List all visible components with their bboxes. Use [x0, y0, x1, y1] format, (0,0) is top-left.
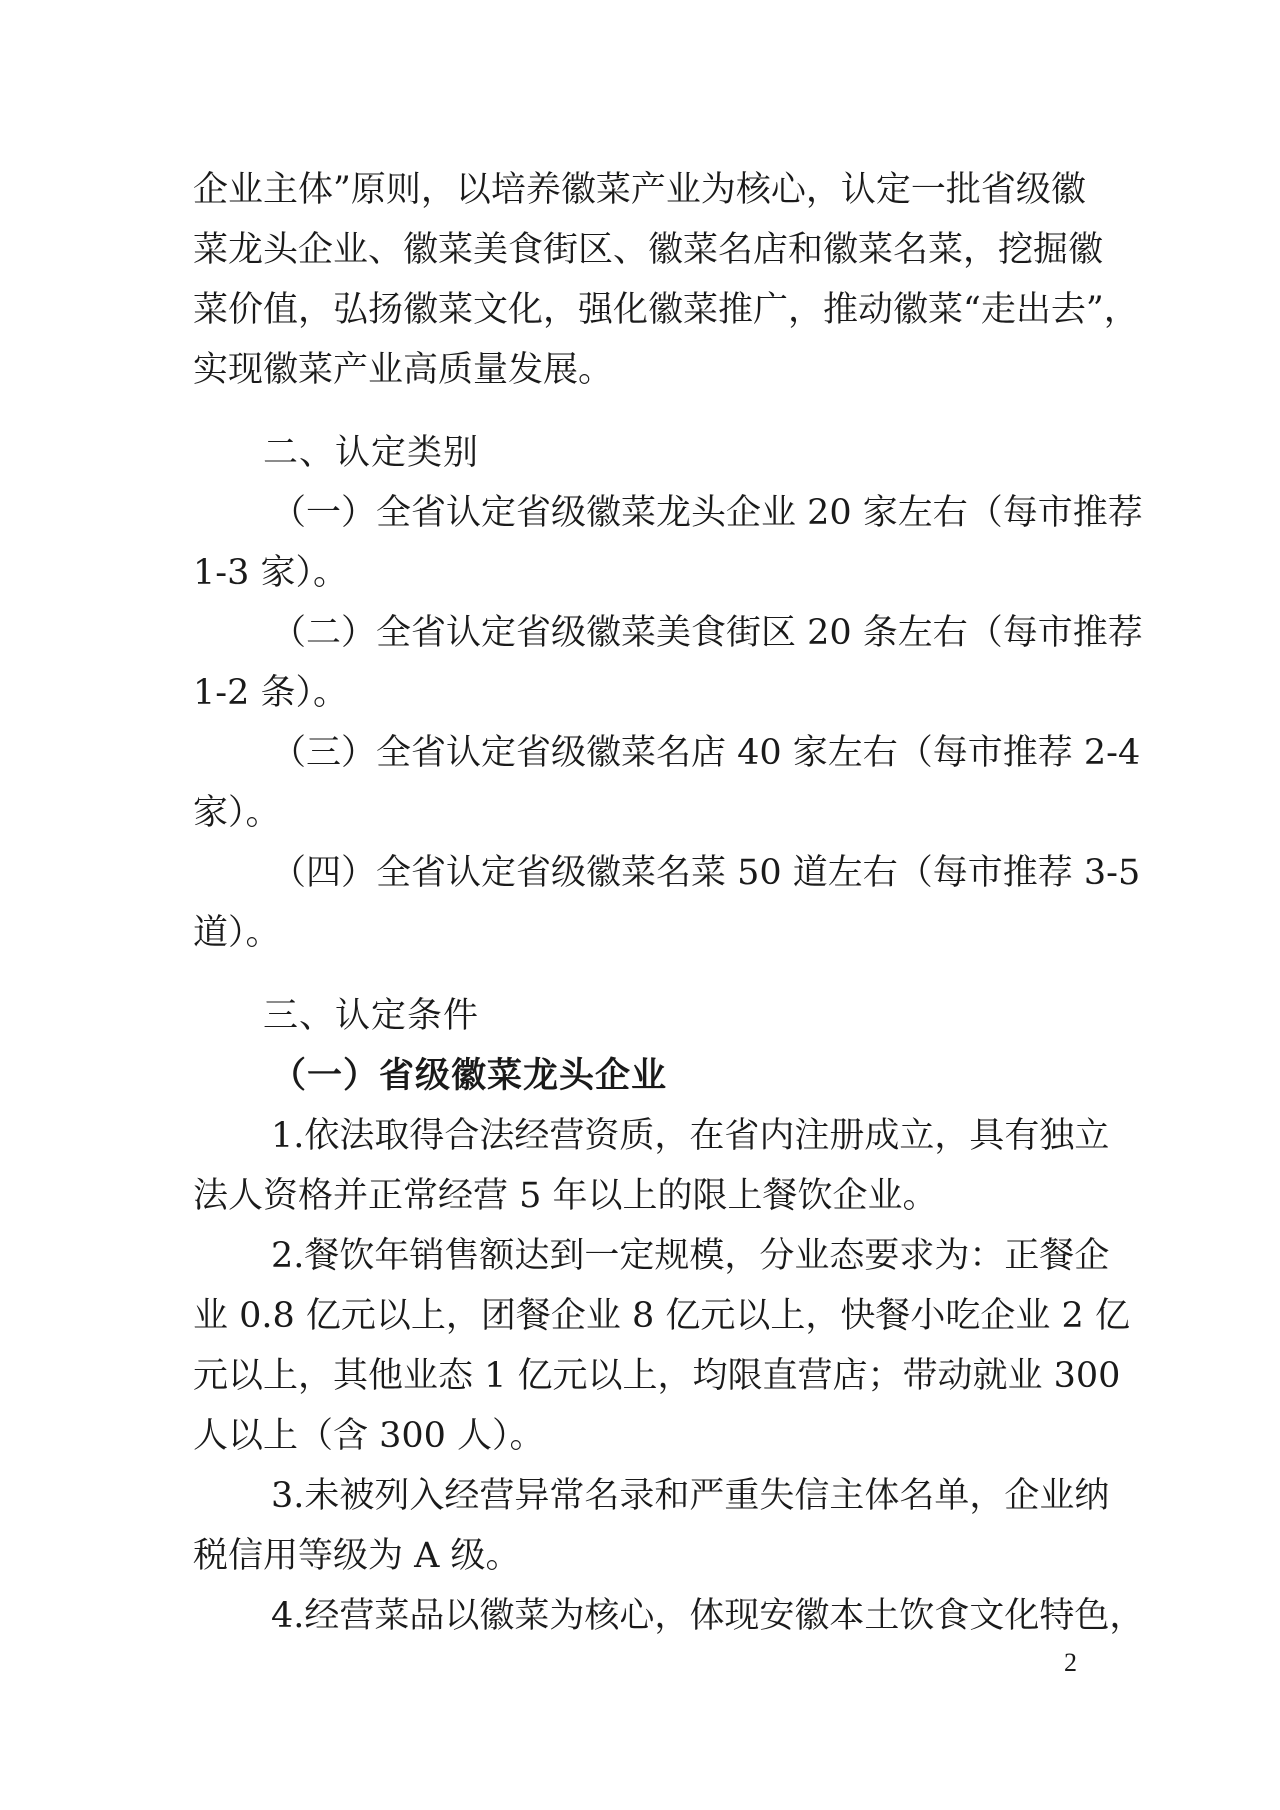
condition-line: 人以上（含 300 人）。	[193, 1416, 545, 1456]
condition-line: 业 0.8 亿元以上，团餐企业 8 亿元以上，快餐小吃企业 2 亿	[193, 1296, 1130, 1336]
category-item-rest-line: 1-2 条）。	[193, 673, 348, 713]
category-item-first-line: （一）全省认定省级徽菜龙头企业 20 家左右（每市推荐	[271, 493, 1143, 533]
document-body	[193, 160, 1145, 1646]
condition-line: 3.未被列入经营异常名录和严重失信主体名单，企业纳	[271, 1476, 1110, 1516]
condition-line: 4.经营菜品以徽菜为核心，体现安徽本土饮食文化特色，	[271, 1596, 1145, 1636]
section-heading-categories: 二、认定类别	[263, 433, 480, 473]
subsection-heading: （一）省级徽菜龙头企业	[271, 1056, 668, 1096]
text-line: 菜价值，弘扬徽菜文化，强化徽菜推广，推动徽菜“走出去”，	[193, 290, 1139, 330]
category-item-rest-line: 1-3 家）。	[193, 553, 348, 593]
text-line: 企业主体”原则，以培养徽菜产业为核心，认定一批省级徽	[193, 170, 1086, 210]
text-line: 实现徽菜产业高质量发展。	[193, 350, 614, 390]
category-item-first-line: （四）全省认定省级徽菜名菜 50 道左右（每市推荐 3-5	[271, 853, 1141, 893]
text-line: 菜龙头企业、徽菜美食街区、徽菜名店和徽菜名菜，挖掘徽	[193, 230, 1104, 270]
condition-line: 税信用等级为 A 级。	[193, 1536, 521, 1576]
section-heading-conditions: 三、认定条件	[263, 996, 480, 1036]
condition-line: 1.依法取得合法经营资质，在省内注册成立，具有独立	[271, 1116, 1110, 1156]
condition-line: 元以上，其他业态 1 亿元以上，均限直营店；带动就业 300	[193, 1356, 1121, 1396]
category-item-rest-line: 家）。	[193, 793, 281, 833]
category-item-first-line: （二）全省认定省级徽菜美食街区 20 条左右（每市推荐	[271, 613, 1143, 653]
category-item-rest-line: 道）。	[193, 913, 281, 953]
condition-line: 2.餐饮年销售额达到一定规模，分业态要求为：正餐企	[271, 1236, 1110, 1276]
condition-line: 法人资格并正常经营 5 年以上的限上餐饮企业。	[193, 1176, 938, 1216]
page-number: 2	[1064, 1648, 1077, 1677]
category-item-first-line: （三）全省认定省级徽菜名店 40 家左右（每市推荐 2-4	[271, 733, 1141, 773]
